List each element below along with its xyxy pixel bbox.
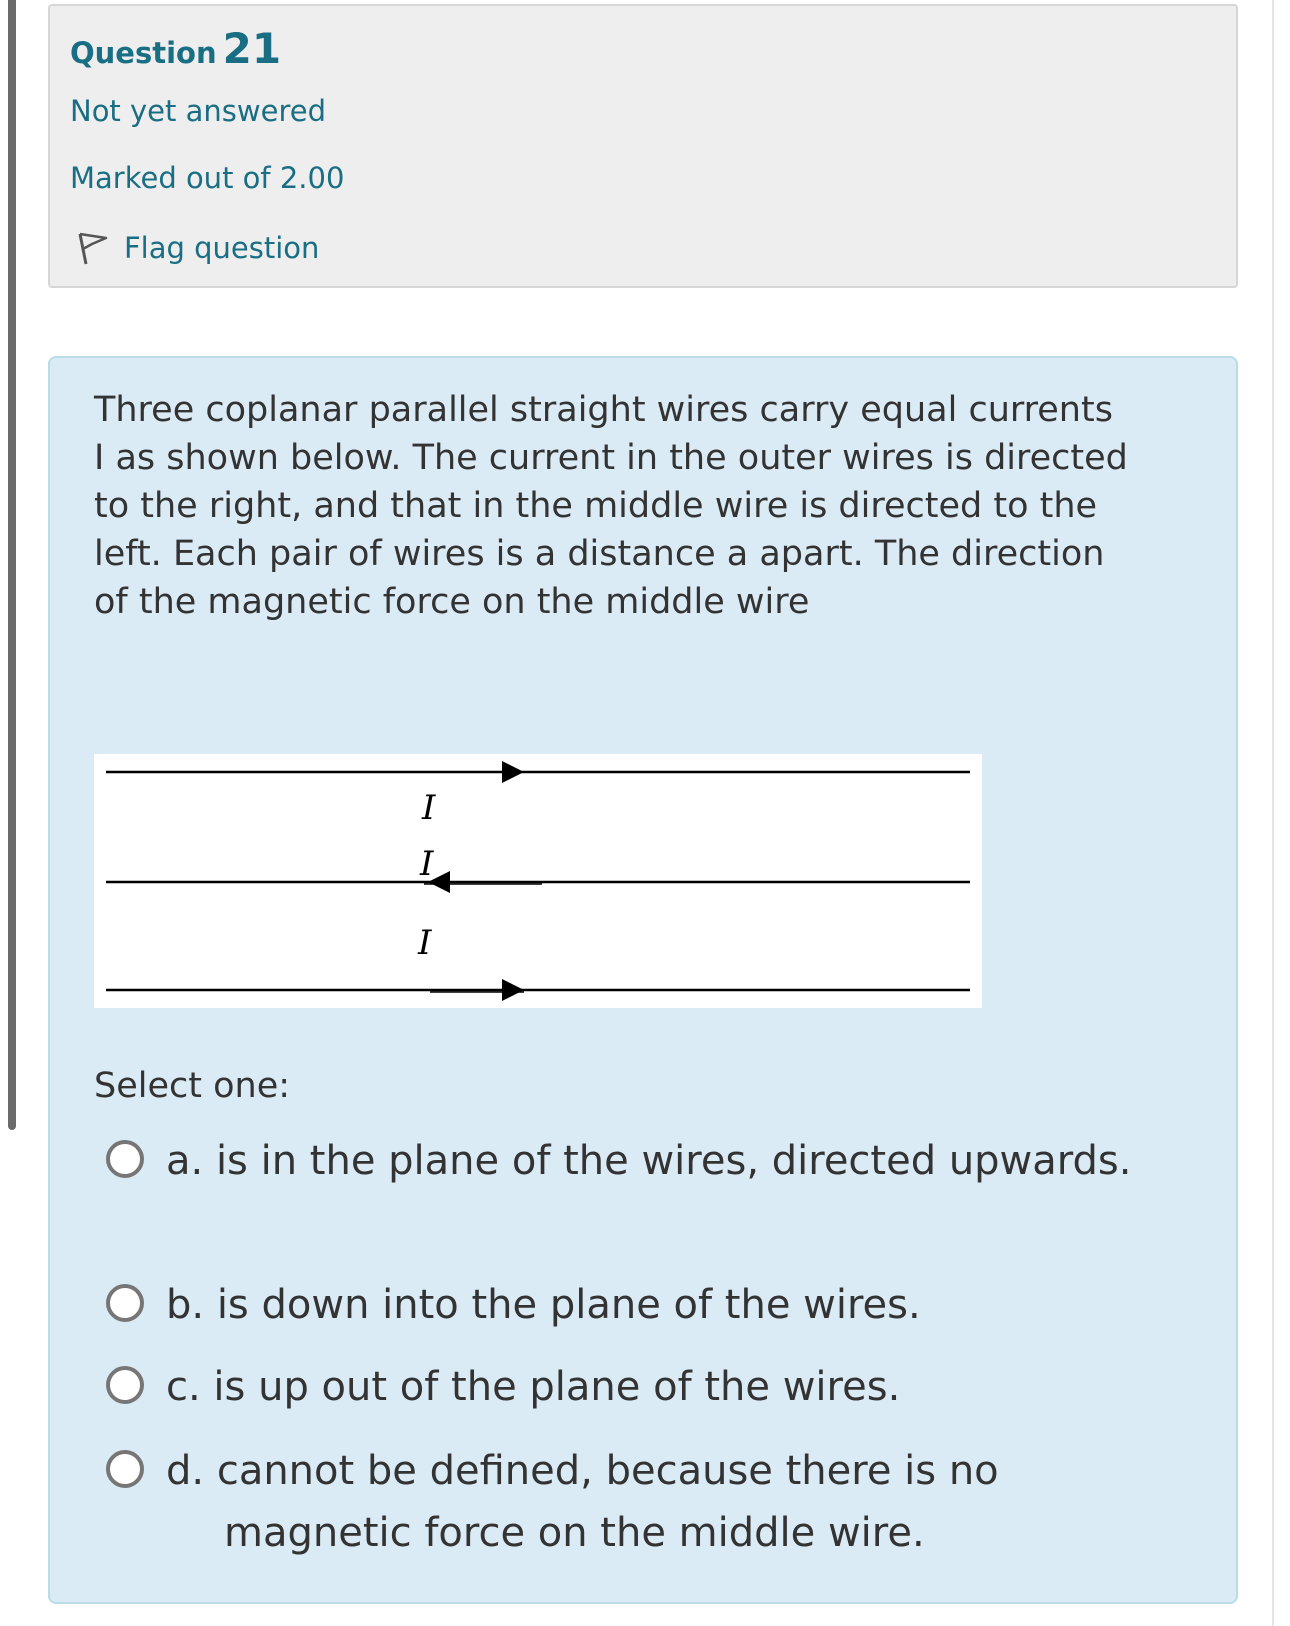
question-text: Three coplanar parallel straight wires carry equal currents I as shown below. The current in the outer wires is directed to the right, and that in the middle wire is directed to the left. Each pair of wires is a distance a apart. The direction of the magnetic force on the middle wire — [94, 390, 1128, 622]
flag-icon — [72, 228, 112, 268]
flag-question-label: Flag question — [124, 231, 320, 265]
question-title — [70, 24, 281, 73]
page-divider — [1272, 0, 1274, 1626]
answer-option-a[interactable] — [106, 1130, 1166, 1192]
radio-unchecked-icon[interactable] — [106, 1450, 144, 1488]
current-label-bottom: I — [418, 923, 432, 963]
answer-option-label: c. is up out of the plane of the wires. — [166, 1364, 901, 1410]
scrollbar[interactable] — [8, 0, 16, 1130]
flag-question-link[interactable] — [72, 226, 319, 270]
answer-option-d[interactable] — [106, 1440, 1166, 1564]
answer-option-label: d. cannot be defined, because there is no magnetic force on the middle wire. — [166, 1448, 999, 1556]
radio-unchecked-icon[interactable] — [106, 1284, 144, 1322]
answer-option-label: a. is in the plane of the wires, directed upwards. — [166, 1138, 1132, 1184]
answer-option-c[interactable] — [106, 1356, 1166, 1418]
question-info-panel — [48, 4, 1238, 288]
radio-unchecked-icon[interactable] — [106, 1140, 144, 1178]
question-grade: Marked out of 2.00 — [70, 161, 345, 195]
answer-option-b[interactable] — [106, 1274, 1166, 1336]
top-wire-arrow-icon — [502, 761, 524, 783]
radio-unchecked-icon[interactable] — [106, 1366, 144, 1404]
bottom-wire-arrow-icon — [502, 979, 524, 1001]
question-label: Question — [70, 36, 217, 70]
question-number: 21 — [222, 24, 282, 73]
current-label-top: I — [422, 788, 436, 828]
answer-option-label: b. is down into the plane of the wires. — [166, 1282, 921, 1328]
current-label-middle: I — [420, 844, 434, 884]
wires-diagram — [94, 754, 982, 1008]
question-content-panel — [48, 356, 1238, 1604]
question-state: Not yet answered — [70, 94, 326, 128]
select-prompt: Select one: — [94, 1066, 291, 1106]
